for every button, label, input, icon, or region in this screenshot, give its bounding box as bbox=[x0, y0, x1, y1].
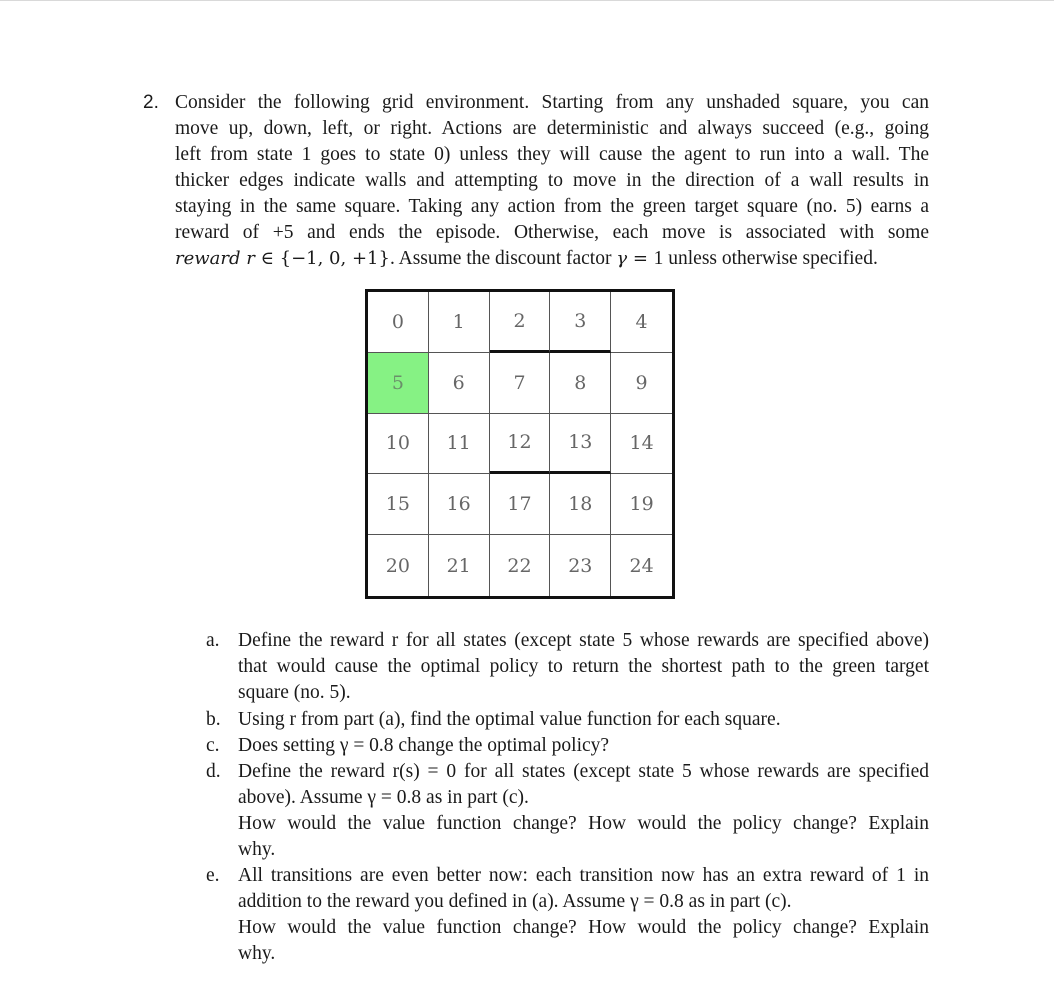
part-line: Does setting γ = 0.8 change the optimal policy? bbox=[238, 735, 610, 756]
math-reward: reward r bbox=[175, 248, 255, 269]
grid-cell: 7 bbox=[490, 353, 551, 414]
part-line: above). Assume γ = 0.8 as in part (c). bbox=[238, 787, 529, 808]
part-line: why. bbox=[238, 943, 276, 964]
part-line: that would cause the optimal policy to return the shortest path to the green target bbox=[238, 656, 929, 677]
grid-cell: 15 bbox=[368, 474, 429, 535]
grid-cell: 9 bbox=[611, 353, 672, 414]
part-text bbox=[238, 628, 929, 706]
grid-cell: 22 bbox=[490, 535, 551, 596]
part-line: Define the reward r for all states (except state 5 whose rewards are specified above) bbox=[238, 630, 929, 651]
question-line: reward of +5 and ends the episode. Otherwise, each move is associated with some bbox=[175, 222, 929, 243]
grid-cell: 6 bbox=[429, 353, 490, 414]
grid-cell: 19 bbox=[611, 474, 672, 535]
part-label: a. bbox=[206, 630, 220, 651]
part-line: Using r from part (a), find the optimal value function for each square. bbox=[238, 709, 781, 730]
part-label: c. bbox=[206, 735, 220, 756]
grid-cell: 18 bbox=[550, 474, 611, 535]
math-gamma: γ bbox=[616, 248, 628, 269]
part-text bbox=[238, 707, 929, 733]
question-line-last bbox=[175, 246, 929, 272]
grid-cell: 24 bbox=[629, 554, 654, 577]
math-set: ∈ {−1, 0, +1} bbox=[254, 248, 390, 269]
grid-cell: 2 bbox=[490, 292, 551, 353]
question-text bbox=[175, 90, 929, 272]
grid-cell: 14 bbox=[611, 414, 672, 475]
grid-cell: 11 bbox=[429, 414, 490, 475]
part-label: b. bbox=[206, 709, 221, 730]
question-line: thicker edges indicate walls and attempting to move in the direction of a wall results in bbox=[175, 170, 929, 191]
grid-cell: 16 bbox=[429, 474, 490, 535]
grid-cell: 10 bbox=[368, 414, 429, 475]
question-number: 2. bbox=[143, 92, 159, 113]
grid-cell: 12 bbox=[490, 414, 551, 475]
grid-cell: 8 bbox=[550, 353, 611, 414]
grid-cell: 20 bbox=[368, 535, 429, 596]
grid-cell: 3 bbox=[550, 292, 611, 353]
text-end: 1 unless otherwise specified. bbox=[653, 248, 878, 269]
part-line: How would the value function change? How would the policy change? Explain bbox=[238, 813, 929, 834]
part-line: Define the reward r(s) = 0 for all states (except state 5 whose rewards are specified bbox=[238, 761, 929, 782]
part-line: square (no. 5). bbox=[238, 682, 351, 703]
grid-cell: 4 bbox=[611, 292, 672, 353]
grid-cell: 17 bbox=[490, 474, 551, 535]
part-label: e. bbox=[206, 865, 220, 886]
part-line: All transitions are even better now: each transition now has an extra reward of 1 in bbox=[238, 865, 929, 886]
part-text bbox=[238, 759, 929, 863]
question-line: Consider the following grid environment. Starting from any unshaded square, you can bbox=[175, 92, 929, 113]
part-line: How would the value function change? How would the policy change? Explain bbox=[238, 917, 929, 938]
question-line: left from state 1 goes to state 0) unless they will cause the agent to run into a wall. The bbox=[175, 144, 929, 165]
grid-cell: 21 bbox=[429, 535, 490, 596]
text-discount: . Assume the discount factor bbox=[389, 248, 617, 269]
grid-environment bbox=[365, 289, 675, 599]
grid-cell: 0 bbox=[368, 292, 429, 353]
question-line: move up, down, left, or right. Actions are deterministic and always succeed (e.g., going bbox=[175, 118, 929, 139]
question-line: staying in the same square. Taking any action from the green target square (no. 5) earns a bbox=[175, 196, 929, 217]
part-line: why. bbox=[238, 839, 276, 860]
math-equals: = bbox=[627, 248, 654, 269]
grid-cell: 5 bbox=[368, 353, 429, 414]
grid-cell: 1 bbox=[429, 292, 490, 353]
grid-cell: 13 bbox=[550, 414, 611, 475]
part-text bbox=[238, 733, 929, 759]
top-divider bbox=[0, 0, 1054, 1]
part-label: d. bbox=[206, 761, 221, 782]
part-text bbox=[238, 863, 929, 967]
part-line: addition to the reward you defined in (a). Assume γ = 0.8 as in part (c). bbox=[238, 891, 792, 912]
grid-cell: 23 bbox=[550, 535, 611, 596]
